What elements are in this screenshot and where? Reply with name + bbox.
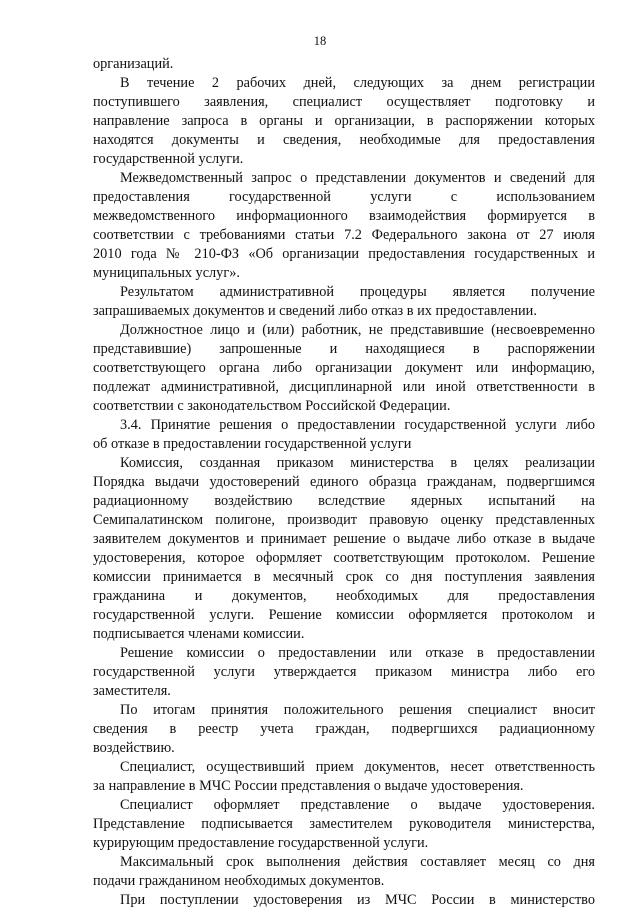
text-line: государственной услуги. Решение комиссии оформляется протоколом и (93, 607, 595, 623)
text-line: сведения в реестр учета граждан, подвергшихся радиационному (93, 721, 595, 737)
paragraph (93, 169, 595, 283)
text-line: поступившего заявления, специалист осуществляет подготовку и (93, 94, 595, 110)
text-line: Семипалатинском полигоне, производит правовую оценку представленных (93, 512, 595, 528)
text-line: направление запроса в органы и организации, в распоряжении которых (93, 113, 595, 129)
text-line: радиационному воздействию вследствие ядерных испытаний на (93, 493, 595, 509)
paragraph (93, 891, 595, 910)
text-line: находятся документы и сведения, необходимые для предоставления (93, 132, 595, 148)
text-line: При поступлении удостоверения из МЧС России в министерство (120, 892, 595, 908)
page-number: 18 (313, 34, 327, 48)
paragraph (93, 853, 595, 891)
text-line: воздействию. (93, 740, 175, 756)
paragraph (93, 454, 595, 644)
paragraph (93, 416, 595, 454)
text-line: за направление в МЧС России представления о выдаче удостоверения. (93, 778, 524, 794)
text-line: Порядка выдачи удостоверений единого образца гражданам, подвергшимся (93, 474, 595, 490)
text-line: 2010 года № 210-ФЗ «Об организации предоставления государственных и (93, 246, 595, 262)
text-line: Решение комиссии о предоставлении или отказе в предоставлении (120, 645, 595, 661)
text-line: организаций. (93, 56, 174, 72)
text-line: государственной услуги. (93, 151, 244, 167)
text-line: соответствии с законодательством Российской Федерации. (93, 398, 451, 414)
paragraph (93, 701, 595, 758)
text-line: предоставления государственной услуги с использованием (93, 189, 595, 205)
paragraph (93, 55, 595, 74)
text-line: Специалист оформляет представление о выдаче удостоверения. (120, 797, 595, 813)
text-line: Результатом административной процедуры является получение (120, 284, 595, 300)
text-line: соответствующего органа либо организации документ или информацию, (93, 360, 595, 376)
text-line: подачи гражданином необходимых документов. (93, 873, 385, 889)
text-line: запрашиваемых документов и сведений либо отказ в их предоставлении. (93, 303, 537, 319)
text-line: муниципальных услуг». (93, 265, 240, 281)
text-line: об отказе в предоставлении государственной услуги (93, 436, 412, 452)
text-line: межведомственного информационного взаимодействия формируется в (93, 208, 595, 224)
paragraph (93, 321, 595, 416)
text-line: Специалист, осуществивший прием документов, несет ответственность (120, 759, 595, 775)
text-line: Максимальный срок выполнения действия составляет месяц со дня (120, 854, 595, 870)
text-line: подписывается членами комиссии. (93, 626, 305, 642)
text-line: Комиссия, созданная приказом министерства в целях реализации (120, 455, 595, 471)
text-line: соответствии с требованиями статьи 7.2 Федерального закона от 27 июля (93, 227, 595, 243)
text-line: государственной услуги утверждается приказом министра либо его (93, 664, 595, 680)
paragraph (93, 796, 595, 853)
text-line: Должностное лицо и (или) работник, не представившие (несвоевременно (120, 322, 595, 338)
text-line: представившие) запрошенные и находящиеся в распоряжении (93, 341, 595, 357)
document-body (93, 55, 595, 910)
paragraph (93, 644, 595, 701)
text-line: гражданина и документов, необходимых для предоставления (93, 588, 595, 604)
text-line: Межведомственный запрос о представлении документов и сведений для (120, 170, 595, 186)
text-line: заявителем документов и принимает решение о выдаче либо отказе в выдаче (93, 531, 595, 547)
text-line: комиссии принимается в месячный срок со дня поступления заявления (93, 569, 595, 585)
text-line: подлежат административной, дисциплинарной или иной ответственности в (93, 379, 595, 395)
text-line: В течение 2 рабочих дней, следующих за днем регистрации (120, 75, 595, 91)
text-line: По итогам принятия положительного решения специалист вносит (120, 702, 595, 718)
paragraph (93, 74, 595, 169)
text-line: 3.4. Принятие решения о предоставлении государственной услуги либо (120, 417, 595, 433)
paragraph (93, 758, 595, 796)
text-line: удостоверения, которое оформляет соответствующим протоколом. Решение (93, 550, 595, 566)
paragraph (93, 283, 595, 321)
text-line: курирующим предоставление государственной услуги. (93, 835, 429, 851)
text-line: заместителя. (93, 683, 171, 699)
text-line: Представление подписывается заместителем руководителя министерства, (93, 816, 595, 832)
